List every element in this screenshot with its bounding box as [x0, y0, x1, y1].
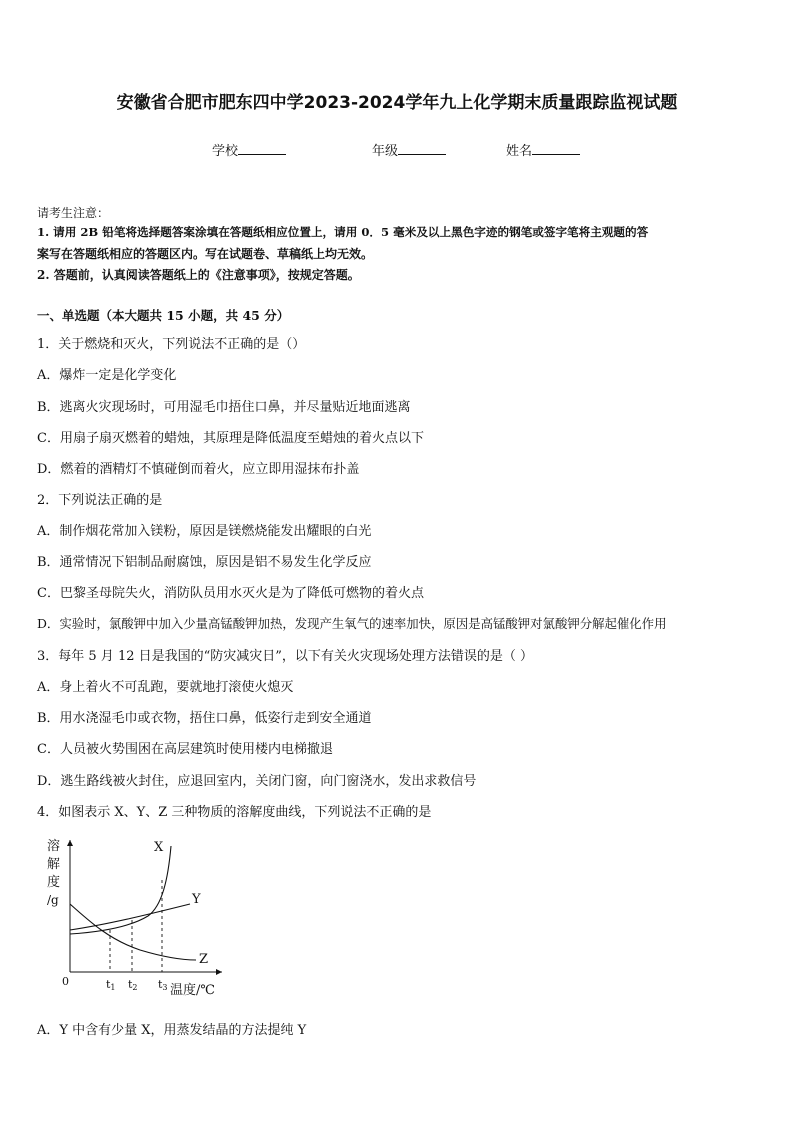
tick-t2: t2 [128, 978, 138, 992]
option-a: A．爆炸一定是化学变化 [37, 368, 177, 383]
option-a: A．身上着火不可乱跑，要就地打滚使火熄灭 [37, 680, 294, 695]
curve-z-label: Z [199, 952, 209, 967]
section-heading: 一、单选题（本大题共 15 小题，共 45 分） [37, 308, 290, 323]
name-label: 姓名 [506, 144, 533, 159]
option-b: B．通常情况下铝制品耐腐蚀，原因是铝不易发生化学反应 [37, 555, 372, 570]
option-d: D．燃着的酒精灯不慎碰倒而着火，应立即用湿抹布扑盖 [37, 462, 360, 477]
notice-item-2: 2. 答题前，认真阅读答题纸上的《注意事项》，按规定答题。 [37, 268, 360, 282]
y-axis-label-unit: /g [47, 893, 59, 907]
grade-label: 年级 [372, 144, 399, 159]
page-title: 安徽省合肥市肥东四中学2023-2024学年九上化学期末质量跟踪监视试题 [116, 93, 678, 113]
y-axis-label-1: 溶 [47, 839, 61, 854]
grade-field[interactable] [372, 140, 446, 159]
name-blank[interactable] [532, 142, 580, 155]
grade-blank[interactable] [398, 142, 446, 155]
question-stem: 4．如图表示 X、Y、Z 三种物质的溶解度曲线，下列说法不正确的是 [37, 805, 432, 820]
curve-x-label: X [154, 840, 164, 855]
school-label: 学校 [212, 144, 239, 159]
option-c: C．巴黎圣母院失火，消防队员用水灭火是为了降低可燃物的着火点 [37, 586, 424, 601]
notice-item-1-line-2: 案写在答题纸相应的答题区内。写在试题卷、草稿纸上均无效。 [37, 247, 374, 261]
question-stem: 2．下列说法正确的是 [37, 493, 163, 508]
option-a: A．Y 中含有少量 X，用蒸发结晶的方法提纯 Y [37, 1023, 307, 1038]
option-d: D．实验时，氯酸钾中加入少量高锰酸钾加热，发现产生氧气的速率加快，原因是高锰酸钾对氯酸钾分解起催化作用 [37, 616, 667, 631]
option-b: B．用水浇湿毛巾或衣物，捂住口鼻，低姿行走到安全通道 [37, 711, 372, 726]
option-b: B．逃离火灾现场时，可用湿毛巾捂住口鼻，并尽量贴近地面逃离 [37, 400, 411, 415]
question-stem: 1．关于燃烧和灭火，下列说法不正确的是（） [37, 337, 306, 352]
y-axis-label-2: 解 [47, 857, 61, 872]
curve-y-label: Y [192, 892, 201, 907]
x-axis-label: 温度/℃ [170, 983, 215, 998]
tick-t3: t3 [158, 978, 168, 992]
origin-label: 0 [62, 975, 69, 988]
option-c: C．用扇子扇灭燃着的蜡烛，其原理是降低温度至蜡烛的着火点以下 [37, 431, 424, 446]
solubility-curve-figure [40, 832, 240, 1004]
y-axis-label-3: 度 [47, 875, 61, 890]
school-blank[interactable] [238, 142, 286, 155]
name-field[interactable] [506, 140, 580, 159]
question-stem: 3．每年 5 月 12 日是我国的“防灾减灾日”，以下有关火灾现场处理方法错误的是（ ） [37, 649, 534, 664]
option-c: C．人员被火势围困在高层建筑时使用楼内电梯撤退 [37, 742, 333, 757]
notice-item-1-line-1: 1. 请用 2B 铅笔将选择题答案涂填在答题纸相应位置上，请用 0．5 毫米及以上黑色字迹的钢笔或签字笔将主观题的答 [37, 225, 649, 239]
notice-heading: 请考生注意： [37, 206, 110, 220]
option-d: D．逃生路线被火封住，应退回室内，关闭门窗，向门窗浇水，发出求救信号 [37, 774, 477, 789]
curve-y [70, 904, 190, 930]
tick-t1: t1 [106, 978, 116, 992]
option-a: A．制作烟花常加入镁粉，原因是镁燃烧能发出耀眼的白光 [37, 524, 372, 539]
school-field[interactable] [212, 140, 286, 159]
